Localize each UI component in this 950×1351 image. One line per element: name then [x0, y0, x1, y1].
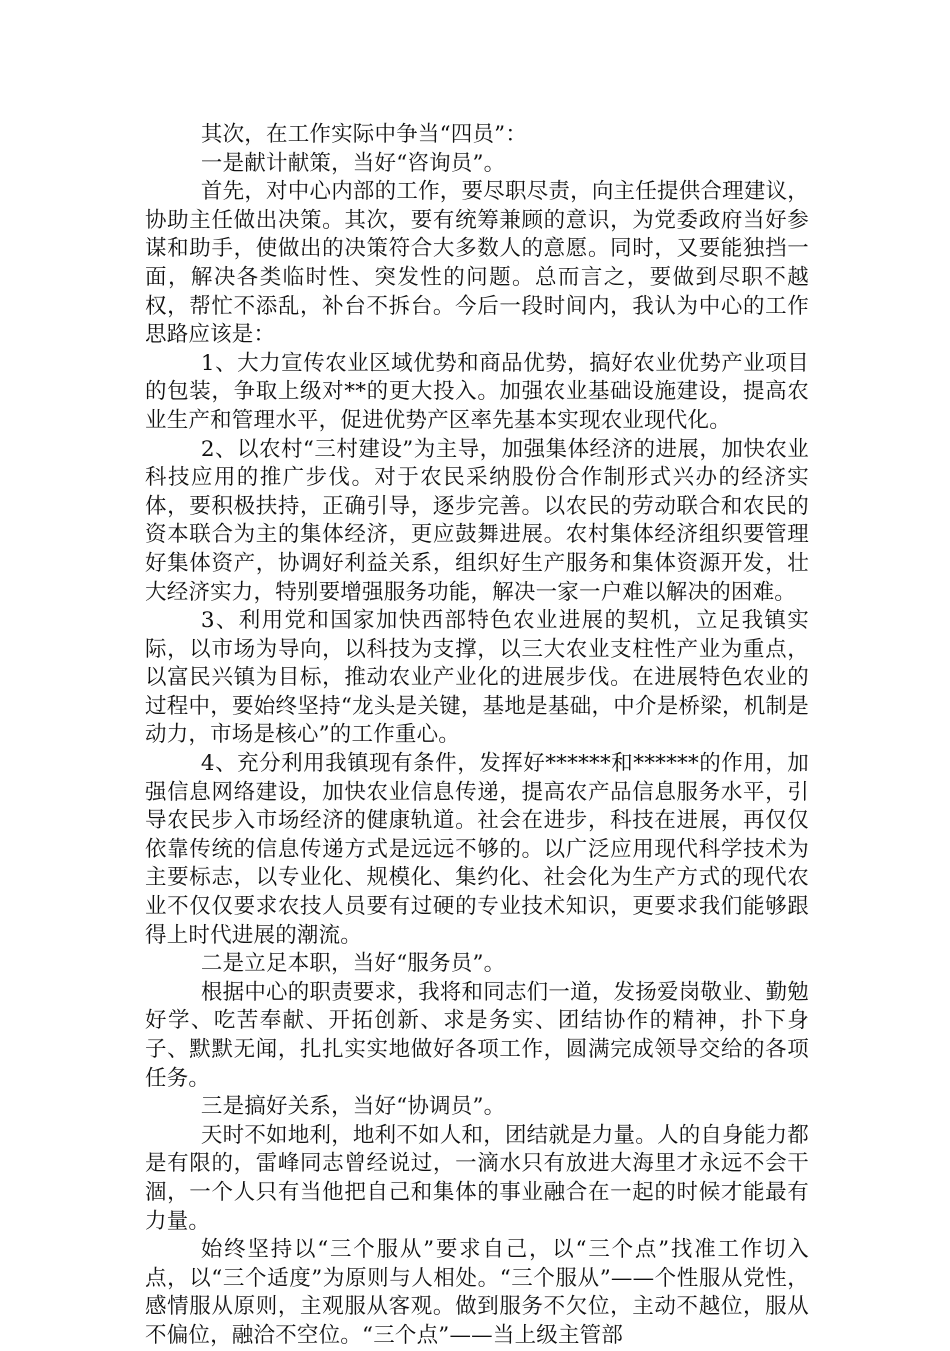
paragraph-heading-service: 二是立足本职，当好“服务员”。 — [200, 951, 506, 977]
paragraph-coordinator-body: 天时不如地利，地利不如人和，团结就是力量。人的自身能力都是有限的，雷峰同志曾经说过，一滴水只有放进大海里才永远不会干涸，一个人只有当他把自己和集体的事业融合在一起的时候才能最有力量。 — [145, 1122, 809, 1234]
paragraph-item-2: 2、以农村“三村建设”为主导，加强集体经济的进展，加快农业科技应用的推广步伐。对于农民采纳股份合作制形式兴办的经济实体，要积极扶持，正确引导，逐步完善。以农民的劳动联合和农民的资本联合为主的集体经济，更应鼓舞进展。农村集体经济组织要管理好集体资产，协调好利益关系，组织好生产服务和集体资源开发，壮大经济实力，特别要增强服务功能，解决一家一户难以解决的困难。 — [145, 436, 809, 605]
paragraph-consultant-body: 首先，对中心内部的工作，要尽职尽责，向主任提供合理建议，协助主任做出决策。其次，要有统筹兼顾的意识，为党委政府当好参谋和助手，使做出的决策符合大多数人的意愿。同时，又要能独挡一面，解决各类临时性、突发性的问题。总而言之，要做到尽职不越权，帮忙不添乱，补台不拆台。今后一段时间内，我认为中心的工作思路应该是： — [145, 179, 809, 348]
paragraph-heading-coordinator: 三是搞好关系，当好“协调员”。 — [200, 1094, 506, 1120]
paragraph-heading-consultant: 一是献计献策，当好“咨询员”。 — [200, 150, 506, 176]
document-page — [145, 121, 809, 1351]
paragraph-three-principles: 始终坚持以“三个服从”要求自己，以“三个点”找准工作切入点，以“三个适度”为原则与人相处。“三个服从”——个性服从党性，感情服从原则，主观服从客观。做到服务不欠位，主动不越位，服从不偏位，融洽不空位。“三个点”——当上级主管部 — [145, 1237, 809, 1348]
paragraph-item-3: 3、利用党和国家加快西部特色农业进展的契机，立足我镇实际，以市场为导向，以科技为支撑，以三大农业支柱性产业为重点，以富民兴镇为目标，推动农业产业化的进展步伐。在进展特色农业的过程中，要始终坚持“龙头是关键，基地是基础，中介是桥梁，机制是动力，市场是核心”的工作重心。 — [145, 608, 809, 748]
paragraph-item-1: 1、大力宣传农业区域优势和商品优势，搞好农业优势产业项目的包装，争取上级对**的更大投入。加强农业基础设施建设，提高农业生产和管理水平，促进优势产区率先基本实现农业现代化。 — [145, 350, 809, 433]
paragraph-service-body: 根据中心的职责要求，我将和同志们一道，发扬爱岗敬业、勤勉好学、吃苦奉献、开拓创新、求是务实、团结协作的精神，扑下身子、默默无闻，扎扎实实地做好各项工作，圆满完成领导交给的各项任务。 — [145, 979, 809, 1091]
paragraph-item-4: 4、充分利用我镇现有条件，发挥好******和******的作用，加强信息网络建设，加快农业信息传递，提高农产品信息服务水平，引导农民步入市场经济的健康轨道。社会在进步，科技在进展，再仅仅依靠传统的信息传递方式是远远不够的。以广泛应用现代科学技术为主要标志，以专业化、规模化、集约化、社会化为生产方式的现代农业不仅仅要求农技人员要有过硬的专业技术知识，更要求我们能够跟得上时代进展的潮流。 — [145, 751, 809, 948]
paragraph-intro: 其次，在工作实际中争当“四员”： — [200, 122, 528, 147]
